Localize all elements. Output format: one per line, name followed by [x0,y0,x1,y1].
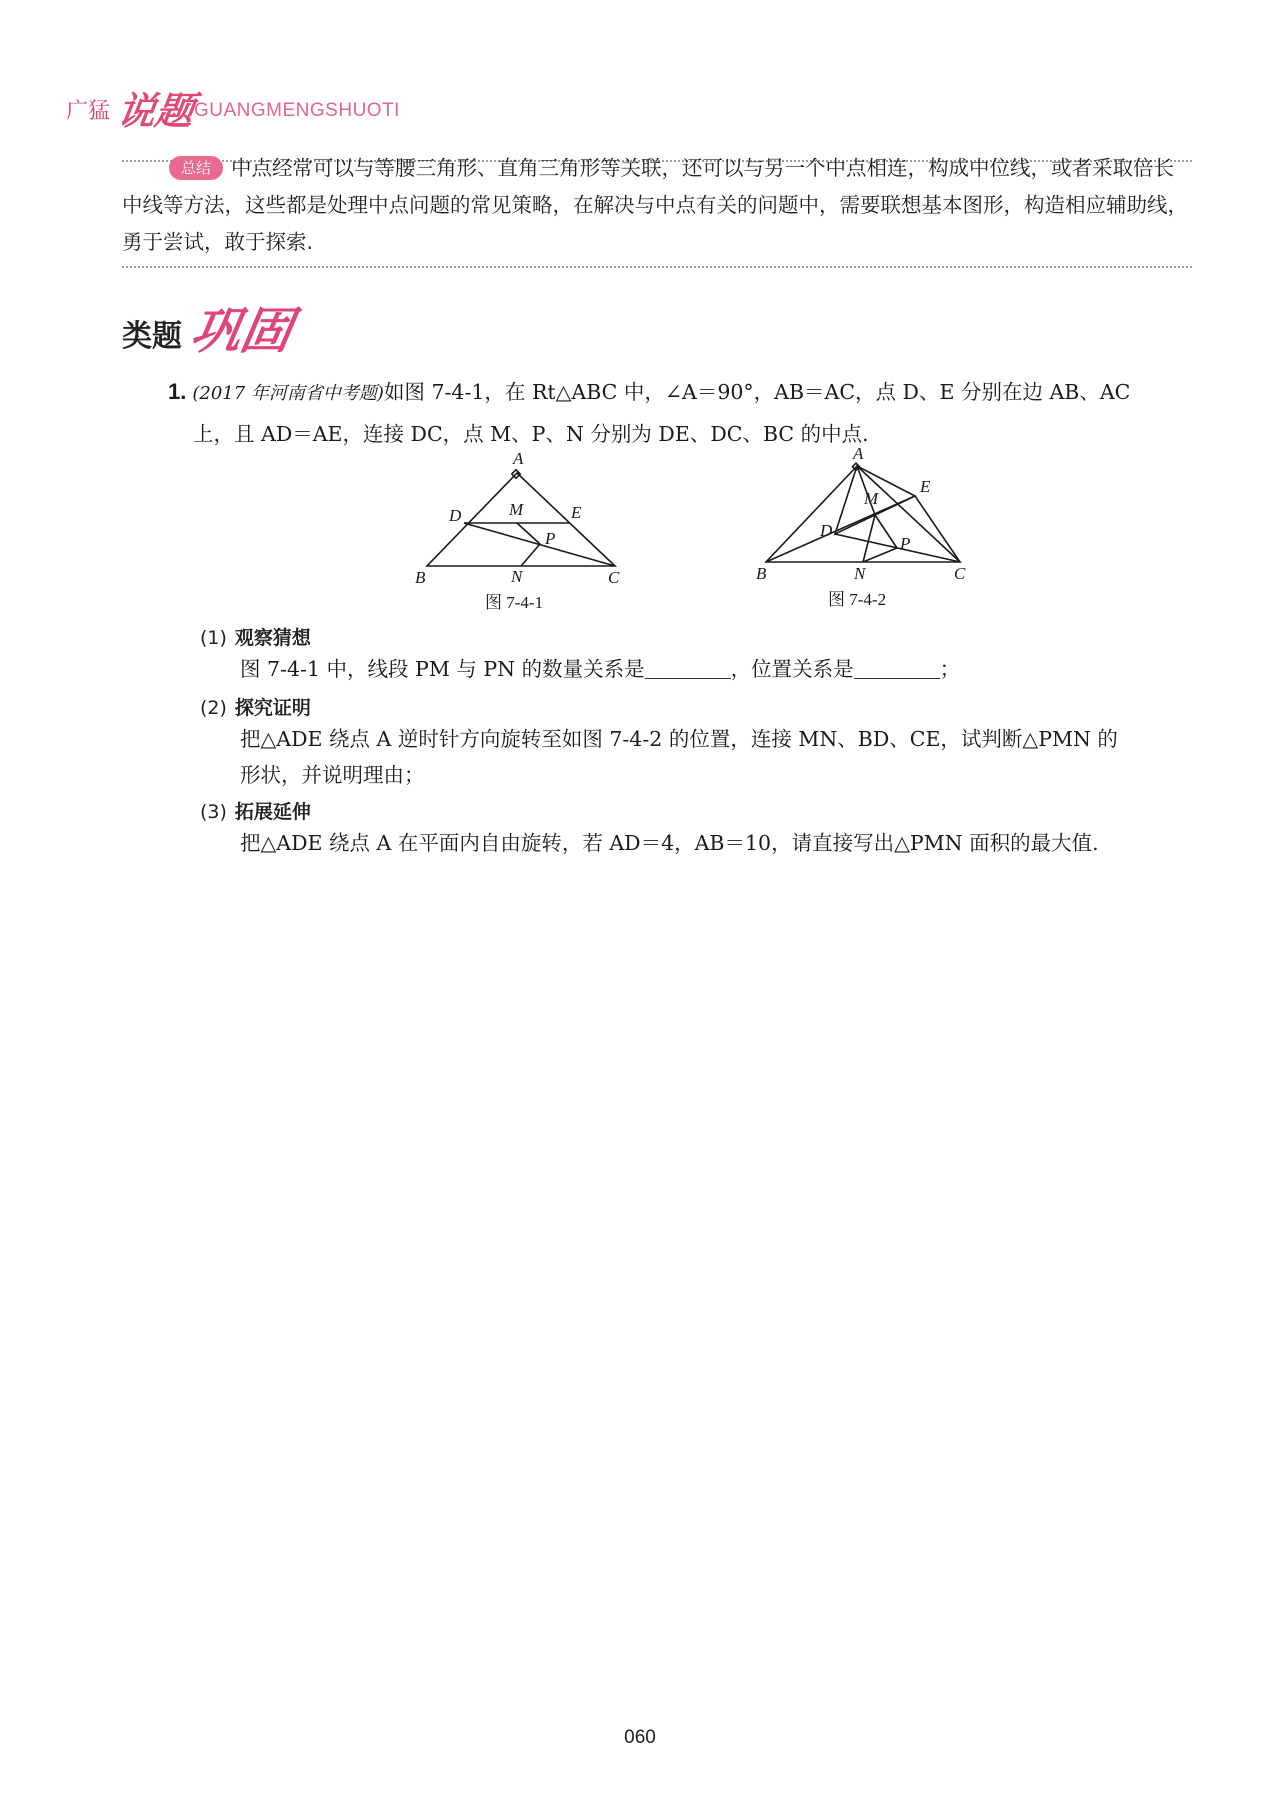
problem-line-1 [168,372,1198,414]
segment-dc [835,534,960,562]
brand-name-en: GUANGMENGSHUOTI [194,100,400,121]
bottom-divider [122,266,1192,268]
label-a: A [853,446,864,463]
part-2-heading [200,693,311,720]
page-number: 060 [624,1727,656,1748]
label-m: M [509,500,524,519]
label-n: N [854,564,866,583]
part-3-heading [200,797,311,824]
part-text-a: 把△ADE 绕点 A 逆时针方向旋转至如图 7-4-2 的位置，连接 MN、BD、CE，试判断△PMN 的 [240,727,1118,751]
part-text-a: 图 7-4-1 中，线段 PM 与 PN 的数量关系是 [240,657,645,681]
brand-logo [66,80,406,133]
answer-blank[interactable] [854,658,940,679]
label-d: D [820,521,833,540]
label-c: C [608,568,620,587]
part-text-b: ，位置关系是 [730,657,854,681]
part-1-heading [200,623,311,650]
part-text-c: ； [939,657,961,681]
problem-number: 1. [168,379,187,404]
label-e: E [920,477,931,496]
part-title: 拓展延伸 [234,801,311,823]
problem-text-1: 如图 7-4-1，在 Rt△ABC 中，∠A＝90°，AB＝AC，点 D、E 分别在边 AB、AC [383,380,1131,404]
label-m: M [864,489,879,508]
answer-blank[interactable] [645,658,731,679]
part-1-body [240,651,960,687]
figure-7-4-2 [752,446,992,616]
brand-name-a: 广猛 [66,99,111,124]
part-2-body [240,721,1190,793]
part-number: (1) [200,627,227,649]
brand-name-b: 说题 [114,88,197,133]
section-title-a: 类题 [122,319,182,354]
part-text-b: 形状，并说明理由； [240,763,425,787]
segment-pn [521,544,540,566]
figure-7-4-1 [405,448,645,618]
label-b: B [415,568,426,587]
segment-bd [766,496,915,562]
label-p: P [900,534,911,553]
label-p: P [545,529,556,548]
segment-mn [863,515,875,562]
segment-pn [863,548,897,562]
section-title-b: 巩固 [186,301,297,360]
label-n: N [511,567,523,586]
segment-ce [915,496,960,562]
problem-source: (2017 年河南省中考题) [192,383,384,404]
label-e: E [571,503,582,522]
part-title: 探究证明 [234,697,311,719]
label-b: B [756,564,767,583]
part-title: 观察猜想 [234,627,311,649]
figure-caption: 图 7-4-2 [828,590,887,609]
summary-block [122,150,1192,261]
part-number: (2) [200,697,227,719]
problem-line-2: 上，且 AD＝AE，连接 DC，点 M、P、N 分别为 DE、DC、BC 的中点. [193,422,869,446]
summary-text: 中点经常可以与等腰三角形、直角三角形等关联，还可以与另一个中点相连，构成中位线，或者采取倍长中线等方法，这些都是处理中点问题的常见策略，在解决与中点有关的问题中，需要联想基本图形，构造相应辅助线，勇于尝试，敢于探索. [122,156,1188,254]
part-3-body [240,825,1099,861]
problem-statement [168,372,1198,454]
part-text-a: 把△ADE 绕点 A 在平面内自由旋转，若 AD＝4，AB＝10，请直接写出△PMN 面积的最大值. [240,831,1099,855]
summary-tag: 总结 [169,156,223,180]
label-a: A [513,449,524,468]
part-number: (3) [200,801,227,823]
figure-caption: 图 7-4-1 [485,593,544,612]
label-d: D [449,506,462,525]
label-c: C [954,564,966,583]
